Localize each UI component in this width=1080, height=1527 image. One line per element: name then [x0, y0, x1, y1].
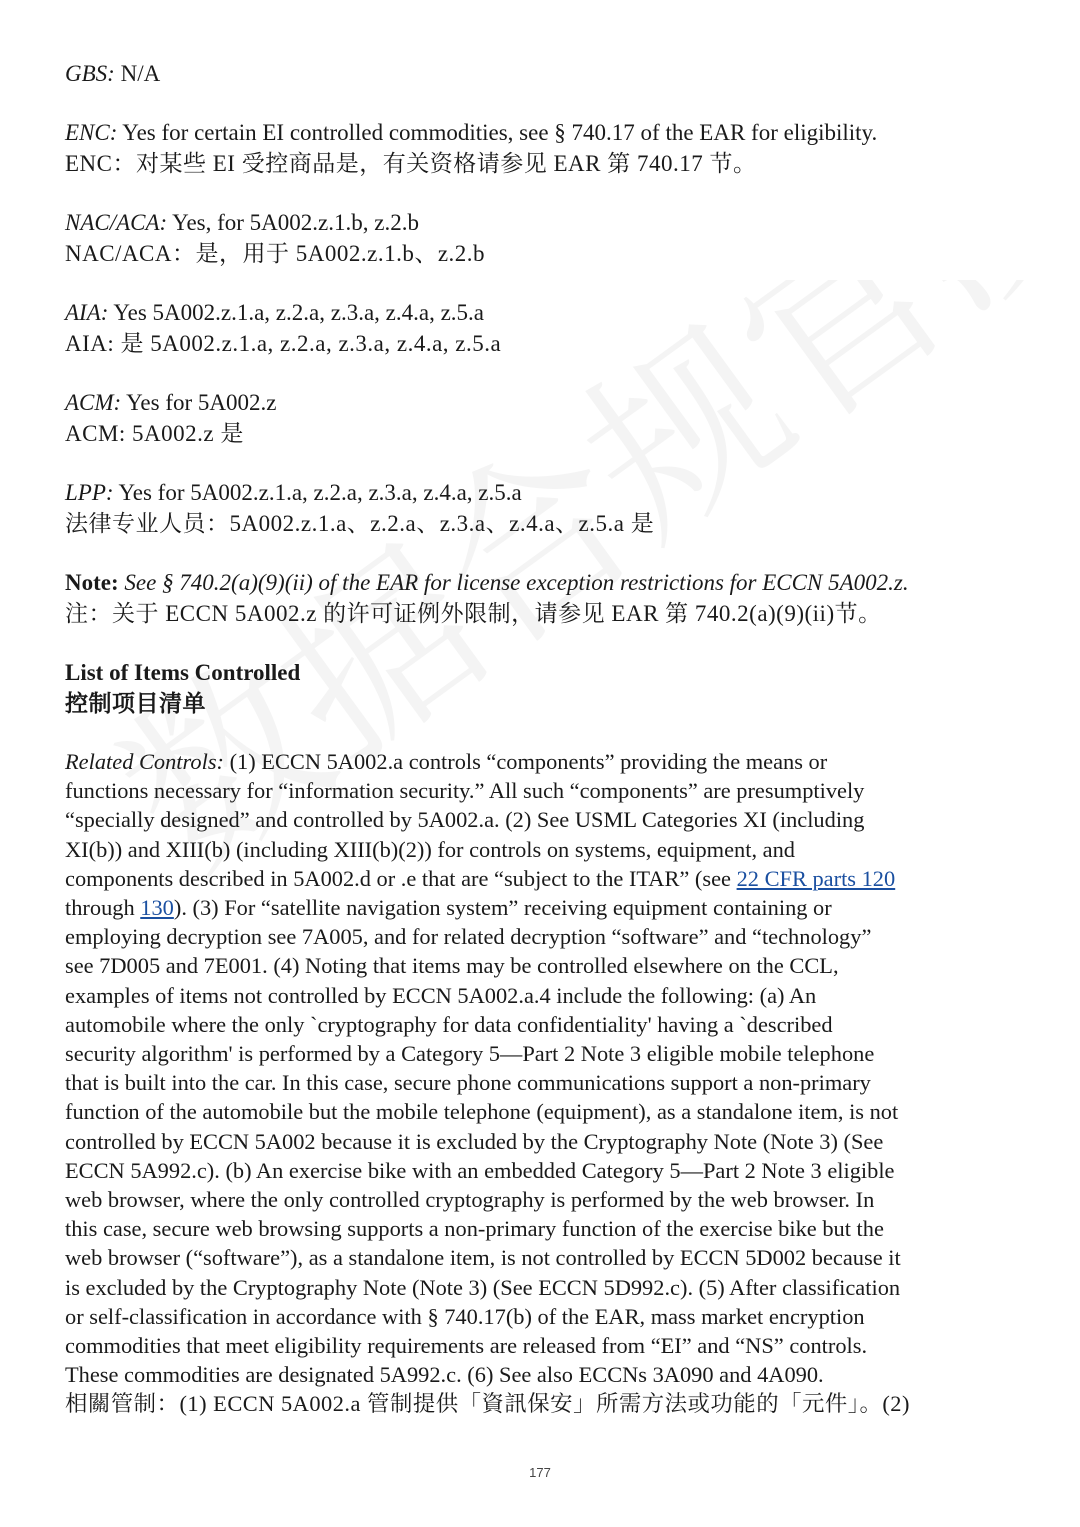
enc-label: ENC: — [65, 120, 118, 145]
enc-cn: ENC：对某些 EI 受控商品是，有关资格请参见 EAR 第 740.17 节。 — [65, 151, 757, 176]
acm-label: ACM: — [65, 390, 122, 415]
lpp-label: LPP: — [65, 480, 114, 505]
nac-entry — [65, 207, 1020, 269]
related-line: functions necessary for “information security.” All such “components” are presumptively — [65, 778, 865, 804]
gbs-value: N/A — [114, 61, 161, 86]
acm-cn: ACM: 5A002.z 是 — [65, 421, 244, 446]
related-line: web browser (“software”), as a standalone item, is not controlled by ECCN 5D002 because it — [65, 1245, 901, 1271]
aia-value: Yes 5A002.z.1.a, z.2.a, z.3.a, z.4.a, z.5.a — [108, 300, 484, 325]
enc-entry — [65, 117, 1020, 179]
gbs-entry — [65, 58, 1020, 89]
nac-cn: NAC/ACA：是，用于 5A002.z.1.b、z.2.b — [65, 241, 486, 266]
related-line: controlled by ECCN 5A002 because it is excluded by the Cryptography Note (Note 3) (See — [65, 1128, 884, 1154]
related-line: function of the automobile but the mobile telephone (equipment), as a standalone item, is not — [65, 1099, 899, 1125]
related-line: is excluded by the Cryptography Note (Note 3) (See ECCN 5D992.c). (5) After classification — [65, 1274, 901, 1300]
related-line: that is built into the car. In this case, secure phone communications support a non-primary — [65, 1070, 871, 1096]
list-heading-en: List of Items Controlled — [65, 660, 301, 685]
lpp-cn: 法律专业人员：5A002.z.1.a、z.2.a、z.3.a、z.4.a、z.5.a 是 — [65, 511, 655, 536]
related-line: employing decryption see 7A005, and for related decryption “software” and “technology” — [65, 924, 872, 950]
related-controls-paragraph — [65, 747, 1020, 1419]
note-label: Note: — [65, 570, 119, 595]
list-heading-cn: 控制项目清单 — [65, 691, 206, 716]
lpp-value: Yes for 5A002.z.1.a, z.2.a, z.3.a, z.4.a, z.5.a — [113, 480, 522, 505]
cfr-part-130-link[interactable]: 130 — [140, 895, 174, 921]
list-heading — [65, 657, 1020, 719]
enc-value: Yes for certain EI controlled commodities, see § 740.17 of the EAR for eligibility. — [117, 120, 878, 145]
related-line: security algorithm' is performed by a Category 5—Part 2 Note 3 eligible mobile telephone — [65, 1041, 875, 1067]
related-line: automobile where the only `cryptography for data confidentiality' having a `described — [65, 1011, 833, 1037]
related-line-1: (1) ECCN 5A002.a controls “components” providing the means or — [224, 749, 828, 774]
related-line: commodities that meet eligibility requirements are released from “EI” and “NS” controls. — [65, 1333, 868, 1359]
note-cn: 注：关于 ECCN 5A002.z 的许可证例外限制，请参见 EAR 第 740.2(a)(9)(ii)节。 — [65, 601, 882, 626]
page-number: 177 — [529, 1465, 551, 1480]
related-line: examples of items not controlled by ECCN 5A002.a.4 include the following: (a) An — [65, 982, 817, 1008]
document-page — [65, 58, 1020, 1419]
related-line: These commodities are designated 5A992.c. (6) See also ECCNs 3A090 and 4A090. — [65, 1362, 824, 1388]
related-line: see 7D005 and 7E001. (4) Noting that items may be controlled elsewhere on the CCL, — [65, 953, 839, 979]
lpp-entry — [65, 477, 1020, 539]
related-line: or self-classification in accordance with § 740.17(b) of the EAR, mass market encryption — [65, 1303, 865, 1329]
related-line: XI(b)) and XIII(b) (including XIII(b)(2)) for controls on systems, equipment, and — [65, 836, 795, 862]
gbs-label: GBS: — [65, 61, 115, 86]
nac-label: NAC/ACA: — [65, 210, 168, 235]
related-line: ECCN 5A992.c). (b) An exercise bike with an embedded Category 5—Part 2 Note 3 eligible — [65, 1157, 895, 1183]
aia-cn: AIA: 是 5A002.z.1.a, z.2.a, z.3.a, z.4.a, z.5.a — [65, 331, 502, 356]
related-line: web browser, where the only controlled cryptography is performed by the web browser. In — [65, 1187, 875, 1213]
related-controls-cn: 相關管制：(1) ECCN 5A002.a 管制提供「資訊保安」所需方法或功能的「元件」。(2) — [65, 1391, 910, 1417]
related-controls-label: Related Controls: — [65, 749, 224, 774]
aia-label: AIA: — [65, 300, 109, 325]
acm-value: Yes for 5A002.z — [121, 390, 277, 415]
nac-value: Yes, for 5A002.z.1.b, z.2.b — [167, 210, 419, 235]
related-line: this case, secure web browsing supports a non-primary function of the exercise bike but the — [65, 1216, 884, 1242]
related-line-5: components described in 5A002.d or .e that are “subject to the ITAR” (see — [65, 865, 737, 891]
acm-entry — [65, 387, 1020, 449]
related-line-6-post: ). (3) For “satellite navigation system” receiving equipment containing or — [173, 895, 832, 921]
note-entry — [65, 567, 1020, 629]
cfr-parts-link[interactable]: 22 CFR parts 120 — [736, 865, 896, 891]
aia-entry — [65, 297, 1020, 359]
related-line-6-pre: through — [65, 895, 141, 921]
related-line: “specially designed” and controlled by 5A002.a. (2) See USML Categories XI (including — [65, 807, 865, 833]
note-value: See § 740.2(a)(9)(ii) of the EAR for license exception restrictions for ECCN 5A002.z. — [118, 570, 909, 595]
